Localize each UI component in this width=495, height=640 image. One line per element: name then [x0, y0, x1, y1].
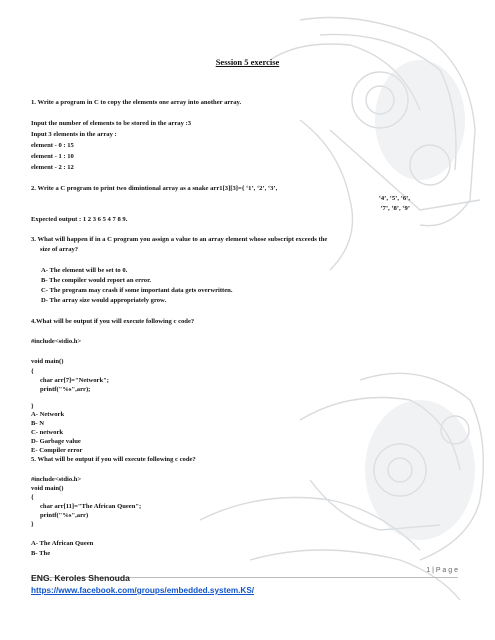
- q4-code-line: printf("%s",arr);: [40, 386, 91, 393]
- q4-code-line: {: [31, 368, 34, 375]
- q5-code-line: printf("%s",arr): [40, 512, 89, 519]
- q4-code-line: }: [31, 403, 34, 410]
- q5-code-line: void main(): [31, 485, 64, 492]
- question-2: 2. Write a C program to print two dimintional array as a snake arr1[3][3]={ ‘1’, ‘2’, ‘3’,: [31, 185, 278, 192]
- q3-option: D- The array size would appropriately grow.: [41, 297, 167, 304]
- q5-option: B- The: [31, 550, 51, 557]
- q5-code-line: }: [31, 521, 34, 528]
- question-1: 1. Write a program in C to copy the elements one array into another array.: [31, 99, 242, 106]
- q2-array-row: ‘4’, ‘5’, ‘6’,: [378, 195, 410, 202]
- q3-option: A- The element will be set to 0.: [41, 267, 128, 274]
- q4-option: B- N: [31, 420, 45, 427]
- author-name: ENG. Keroles Shenouda: [31, 573, 130, 583]
- q5-code-line: #include<stdio.h>: [31, 476, 82, 483]
- q4-option: A- Network: [31, 411, 65, 418]
- q2-expected-output: Expected output : 1 2 3 6 5 4 7 8 9.: [31, 216, 128, 223]
- q5-option: A- The African Queen: [31, 540, 94, 547]
- facebook-group-link[interactable]: https://www.facebook.com/groups/embedded.system.KS/: [31, 586, 255, 595]
- q4-option: E- Compiler error: [31, 447, 83, 454]
- q1-line: Input 3 elements in the array :: [31, 131, 117, 138]
- q4-option: D- Garbage value: [31, 438, 81, 445]
- page-number: 1 | P a g e: [426, 567, 458, 574]
- q4-code-line: #include<stdio.h>: [31, 338, 82, 345]
- q2-array-row: ‘7’, ‘8’, ‘9’: [380, 205, 410, 212]
- question-3: 3. What will happen if in a C program you assign a value to an array element whose subscript exceeds the: [31, 236, 328, 243]
- q4-option: C- network: [31, 429, 64, 436]
- q1-line: element - 0 : 15: [31, 142, 74, 149]
- question-5: 5. What will be output if you will execute following c code?: [31, 456, 196, 463]
- q5-code-line: {: [31, 494, 34, 501]
- q1-line: element - 1 : 10: [31, 153, 74, 160]
- q1-line: Input the number of elements to be stored in the array :3: [31, 120, 192, 127]
- page-title: Session 5 exercise: [215, 57, 280, 67]
- q4-code-line: void main(): [31, 358, 64, 365]
- q3-option: C- The program may crash if some important data gets overwritten.: [41, 287, 233, 294]
- q1-line: element - 2 : 12: [31, 164, 74, 171]
- question-4: 4.What will be output if you will execute following c code?: [31, 318, 195, 325]
- q3-option: B- The compiler would report an error.: [41, 277, 152, 284]
- q4-code-line: char arr[7]="Network";: [40, 377, 109, 384]
- question-3-cont: size of array?: [40, 246, 79, 253]
- q5-code-line: char arr[11]="The African Queen";: [40, 503, 142, 510]
